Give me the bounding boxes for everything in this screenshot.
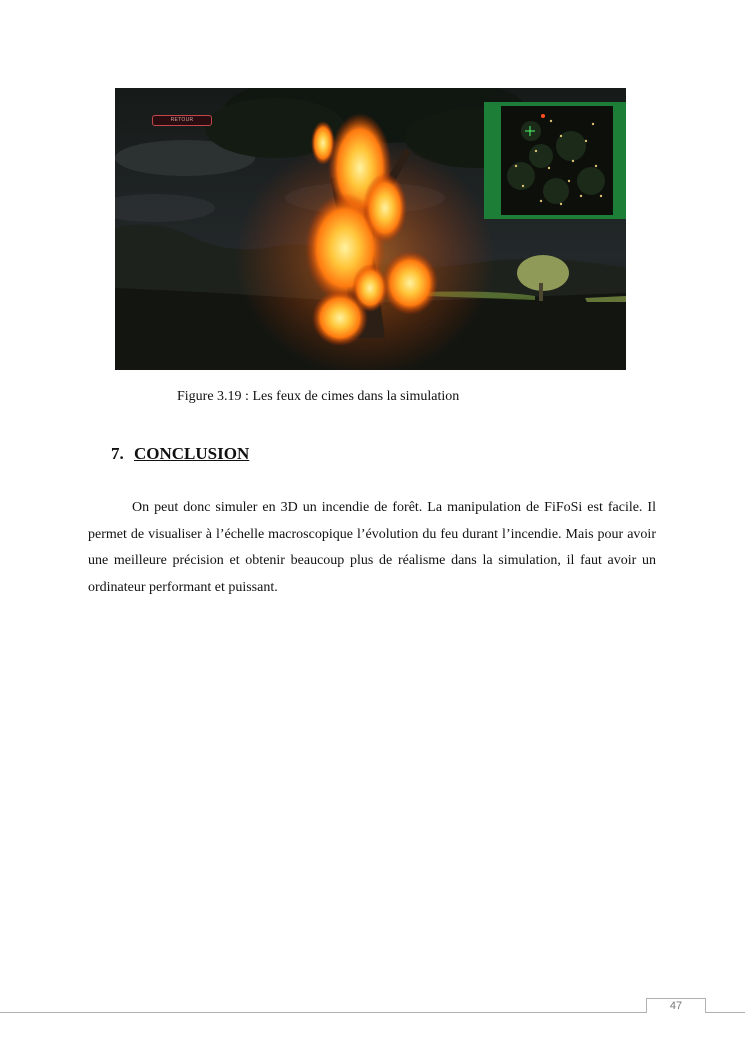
section-number: 7. [111, 444, 124, 463]
footer-rule [0, 1012, 745, 1013]
section-title: CONCLUSION [134, 444, 250, 463]
minimap-view [501, 106, 613, 215]
section-heading [111, 444, 249, 464]
conclusion-paragraph: On peut donc simuler en 3D un incendie de forêt. La manipulation de FiFoSi est facile. Il permet de visualiser à l’échelle macroscopique l’évolution du feu durant l’incendie. Mais pour avoir une meilleure précision et obtenir beaucoup plus de réalisme dans la simulation, il faut avoir un ordinateur performant et puissant. [88, 500, 656, 595]
figure-caption: Figure 3.19 : Les feux de cimes dans la simulation [177, 389, 460, 404]
minimap-trees [501, 106, 613, 215]
simulation-screenshot [115, 88, 626, 370]
minimap [484, 102, 626, 219]
page-number: 47 [669, 1000, 683, 1012]
back-button[interactable]: RETOUR [152, 115, 212, 126]
